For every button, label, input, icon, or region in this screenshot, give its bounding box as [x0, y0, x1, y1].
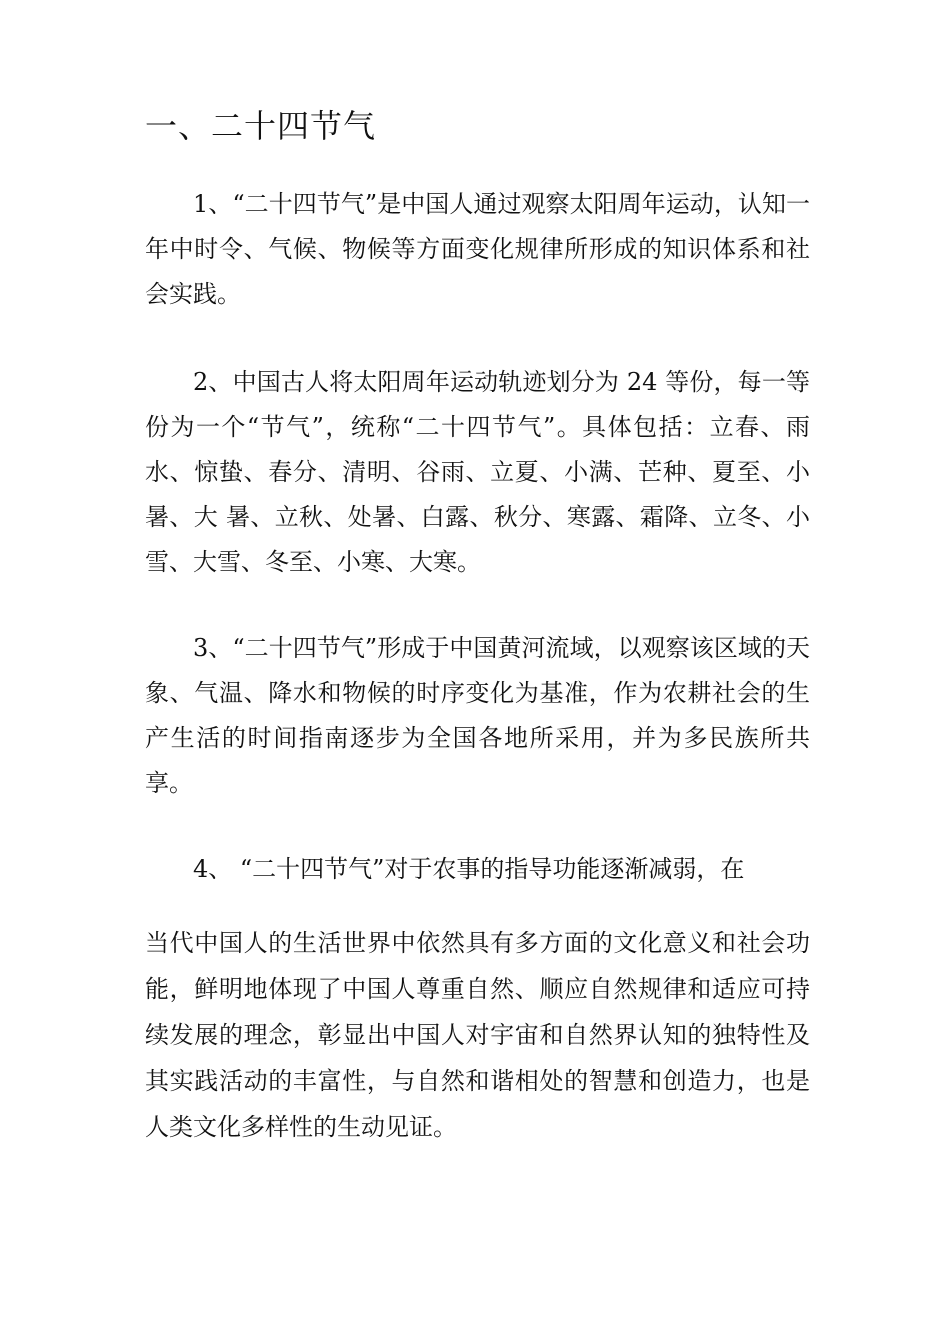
paragraph-2: 2、中国古人将太阳周年运动轨迹划分为 24 等份，每一等份为一个“节气”，统称“二十四节气”。具体包括：立春、雨水、惊蛰、春分、清明、谷雨、立夏、小满、芒种、夏至、小暑、大 暑、立秋、处暑、白露、秋分、寒露、霜降、立冬、小雪、大雪、冬至、小寒、大寒。 [145, 368, 810, 576]
paragraph-3: 3、“二十四节气”形成于中国黄河流域，以观察该区域的天象、气温、降水和物候的时序变化为基准，作为农耕社会的生产生活的时间指南逐步为全国各地所采用，并为多民族所共享。 [145, 634, 810, 797]
paragraph-1: 1、“二十四节气”是中国人通过观察太阳周年运动，认知一年中时令、气候、物候等方面变化规律所形成的知识体系和社会实践。 [145, 190, 810, 308]
section-title: 一、二十四节气 [145, 107, 377, 145]
paragraph-4-first-line: 4、 “二十四节气”对于农事的指导功能逐渐减弱，在 [193, 855, 745, 883]
paragraph-4-continuation: 当代中国人的生活世界中依然具有多方面的文化意义和社会功能，鲜明地体现了中国人尊重自然、顺应自然规律和适应可持续发展的理念，彰显出中国人对宇宙和自然界认知的独特性及其实践活动的丰富性，与自然和谐相处的智慧和创造力，也是人类文化多样性的生动见证。 [145, 929, 810, 1141]
